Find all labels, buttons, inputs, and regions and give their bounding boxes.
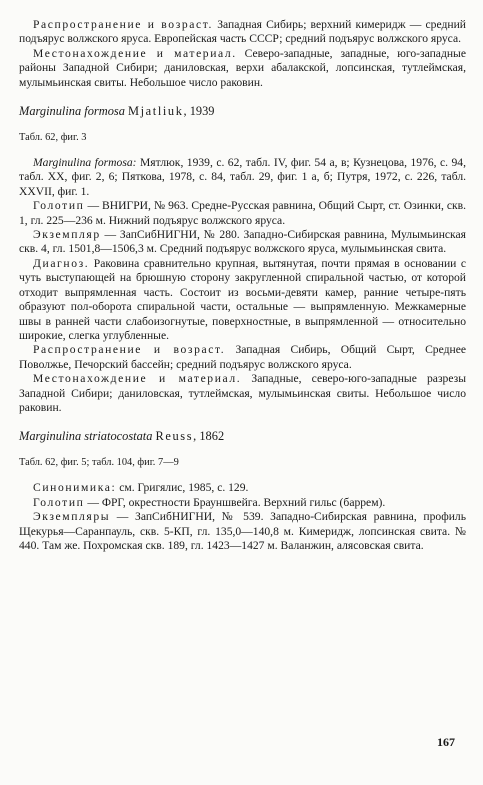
- species-author: Mjatliuk: [128, 104, 184, 119]
- locality-text: Северо-западные, западные, юго-западные районы Западной Сибири; даниловская, верхи абалакской, лопсинская, тутлеймская, мулымьинская свиты. Небольшое число раковин.: [19, 46, 466, 89]
- synonymy-text: см. Григялис, 1985, с. 129.: [116, 481, 249, 495]
- synonymy-name: Marginulina formosa:: [33, 156, 137, 170]
- holotype-paragraph: [19, 199, 466, 228]
- locality-heading: Местонахождение и материал.: [33, 372, 242, 386]
- holotype-text: — ВНИГРИ, № 963. Средне-Русская равнина, Общий Сырт, ст. Озинки, скв. 1, гл. 225—236 м. Нижний подъярус волжского яруса.: [19, 199, 466, 227]
- holotype-heading: Голотип: [33, 495, 85, 509]
- diagnosis-text: Раковина сравнительно крупная, вытянутая, почти прямая в основании с чуть выступающей на брюшную сторону закругленной спиральной частью, от которой отходит выпрямленная часть. Состоит из восьми-девяти камер, ранние четыре-пять образуют пол-оборота спиральной части, остальные — выпрямленную. Межкамерные швы в ранней части слабоизогнутые, поверхностные, в выпрямленной — относительно широкие, слегка углубленные.: [19, 256, 466, 342]
- plate-reference: Табл. 62, фиг. 3: [19, 132, 87, 144]
- synonymy-heading: Синонимика:: [33, 481, 117, 495]
- species-year: , 1939: [183, 104, 215, 119]
- specimens-text: — ЗапСибНИГНИ, № 539. Западно-Сибирская равнина, профиль Щекурья—Саранпауль, скв. 5-КП, гл. 135,0—140,8 м. Кимеридж, лопсинская свита. № 440. Там же. Похромская скв. 189, гл. 1423—1427 м. Валанжин, алясовская свита.: [19, 510, 466, 552]
- species-heading: [19, 104, 466, 119]
- locality-paragraph: [19, 372, 466, 415]
- distribution-paragraph: [19, 18, 466, 47]
- distribution-heading: Распространение и возраст.: [33, 18, 214, 31]
- page-number: 167: [437, 735, 455, 749]
- distribution-paragraph: [19, 343, 466, 372]
- diagnosis-paragraph: [19, 257, 466, 343]
- species-heading: [19, 429, 466, 444]
- distribution-text: Западная Сибирь; верхний кимеридж — средний подъярус волжского яруса. Европейская часть СССР; средний подъярус волжского яруса.: [19, 18, 466, 46]
- locality-paragraph: [19, 47, 466, 90]
- holotype-heading: Голотип: [33, 199, 85, 213]
- specimens-paragraph: [19, 510, 466, 553]
- species-author: Reuss: [155, 429, 194, 444]
- text-column: [19, 18, 466, 553]
- species-year: , 1862: [193, 429, 225, 444]
- species-name: Marginulina striatocostata: [19, 429, 153, 444]
- specimen-paragraph: [19, 228, 466, 257]
- species-name: Marginulina formosa: [19, 104, 125, 119]
- holotype-paragraph: [19, 496, 466, 510]
- synonymy-paragraph: [19, 481, 466, 495]
- distribution-heading: Распространение и возраст.: [33, 343, 226, 357]
- specimen-text: — ЗапСибНИГНИ, № 280. Западно-Сибирская равнина, Мулымьинская скв. 4, гл. 1501,8—1506,3 м. Средний подъярус волжского яруса, мулымьинская свита.: [19, 228, 466, 256]
- specimen-heading: Экземпляр: [33, 228, 101, 242]
- locality-heading: Местонахождение и материал.: [33, 46, 237, 60]
- diagnosis-heading: Диагноз.: [33, 256, 90, 270]
- distribution-text: Западная Сибирь, Общий Сырт, Среднее Поволжье, Печорский бассейн; средний подъярус волжского яруса.: [19, 343, 466, 371]
- plate-reference: Табл. 62, фиг. 5; табл. 104, фиг. 7—9: [19, 457, 179, 469]
- holotype-text: — ФРГ, окрестности Брауншвейга. Верхний гильс (баррем).: [84, 495, 386, 509]
- synonymy-paragraph: [19, 156, 466, 199]
- synonymy-text: Мятлюк, 1939, с. 62, табл. IV, фиг. 54 а, в; Кузнецова, 1976, с. 94, табл. XX, фиг. 2, 6; Пяткова, 1978, с. 84, табл. 29, фиг. 1 а, б; Путря, 1972, с. 226, табл. XXVII, фиг. 1.: [19, 156, 466, 198]
- specimens-heading: Экземпляры: [33, 510, 111, 524]
- locality-text: Западные, северо-юго-западные разрезы Западной Сибири; даниловская, тутлеймская, мулымьинская свиты. Небольшое число раковин.: [19, 372, 466, 414]
